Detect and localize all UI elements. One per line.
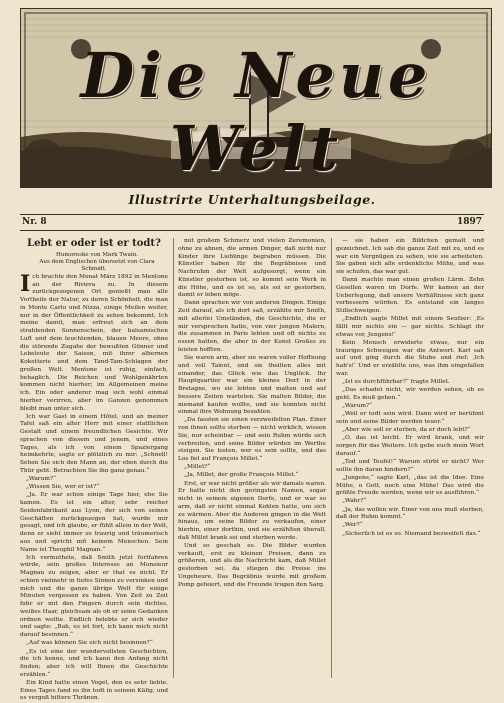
text-column-2 — [178, 238, 326, 682]
issue-year: 1897 — [456, 217, 482, 227]
paragraph: „Jungens,“ sagte Karl, „das ist die Idee. Eine Mühe, o Gott, noch eine Mühe! Das wird die größte Freude werden, wenn wir es ausführen.“ — [336, 474, 484, 497]
paragraph: „Sicherlich ist es so. Niemand bezweifelt das.“ — [342, 530, 481, 537]
column-divider — [331, 238, 332, 678]
paragraph: Kein Mensch erwiderte etwas, nur ein trauriges Schweigen war die Antwort. Karl sah auf und ging durch die Stube und rief: ‚Ich hab's!‘ Und er erzählte uns, was ihm eingefallen war. — [336, 339, 484, 377]
paragraph — [20, 270, 168, 414]
col2-paragraphs — [178, 238, 326, 589]
paragraph: Sie waren arm, aber sie waren voller Hoffnung und voll Talent, und sie theilten alles mit einander, das Glück wie das Unglück. Ihr Hauptquartier war ein kleines Dorf in der Bretagne, wo sie lebten und malten und auf bessere Zeiten warteten. Sie malten Bilder, die niemand kaufen wollte, und sie konnten nicht einmal ihre Wohnung bezahlen. — [178, 355, 326, 416]
paragraph: „Es ist eine der wundervollsten Geschichten, die ich kenne, und ich kann den Anfang nicht finden; aber ich will Ihnen die Geschichte erzählen.“ — [20, 648, 168, 678]
paragraph: Dann machte man einen großen Lärm. Zehn Gesellen waren im Dorfe. Wir kamen an der Ueberlegung, daß unsere Verhältnisse sich ganz verbessern würden. Es entstand ein langes Stillschweigen. — [336, 277, 484, 315]
col1-paragraphs — [20, 414, 168, 703]
paragraph: Erst, er war nicht größer als wir damals waren. Er hatte nicht den geringsten Namen, sogar nicht in seinem eigenen Dorfe, und er war so arm, daß er nicht einmal Kohlen hatte, um sich zu wärmen. Aber die Anderen gingen in die Welt hinaus, um seine Bilder zu verkaufen, einer hierhin, einer dorthin, und sie erzählten überall, daß Millet krank sei und sterben werde. — [178, 480, 326, 541]
article-byline: Humoreske von Mark Twain. — [55, 252, 139, 258]
paragraph: „Das schadet nicht, wir werden sehen, ob es geht. Es muß gehen.“ — [336, 387, 484, 401]
paragraph: „Endlich sagte Millet mit einem Seufzer: ‚Es fällt mir nichts ein — gar nichts. Schlagt ihr etwas vor, Jungens!‘ — [336, 316, 484, 338]
paragraph-text: ch brachte den Monat März 1892 in Mentone an der Riviera zu. In diesem zurückgezogenen Ort genießt man alle Vortheile der Natur, zu deren Schönheit, die man in Monte Carlo und Nizza, einige Meilen weiter, nur in der Öffentlichkeit zu sehen bekommt. Ich meine damit, man erfreut sich an dem strahlenden Sonnenschein, der balsamischen Luft und dem leuchtenden, blauen Meere, ohne die störende Zugabe der bewußten Gönner und Lebeleute der Saison, mit ihrer albernen Koketterie und dem Tand-Tam-Schlagen der großen Welt. Mentone ist ruhig, einfach, behaglich. Die Reichen und Wohlgenährten kommen nicht hierher; im Allgemeinen meine ich. Ein oder anderer mag sich wohl einmal hierher verirren, aber im Ganzen genommen bleibt man unter sich. — [20, 273, 168, 412]
masthead-title: Die Neue Welt — [80, 39, 432, 185]
rule-top — [20, 214, 484, 215]
col3-paragraphs — [336, 238, 484, 538]
paragraph: „O, das ist leicht. Er wird krank, und wir sorgen für das Weitere. Ich gebe euch mein Wort darauf.“ — [336, 435, 484, 457]
masthead-subtitle: Illustrirte Unterhaltungsbeilage. — [128, 192, 376, 207]
text-column-1 — [20, 238, 168, 702]
masthead-illustration — [20, 8, 492, 188]
paragraph: Ich war Gast in einem Hôtel, und an meiner Tafel saß ein alter Herr mit einer stattlichen Gestalt und einem freundlichen Gesichte. Wir sprachen von diesem und jenem, und eines Tages, als ich von einem Spaziergang heimkehrte, sagte er plötzlich zu mir: „Schnell! Sehen Sie sich den Mann an, der eben durch die Thür geht. Betrachten Sie ihn ganz genau.“ — [20, 413, 168, 474]
paragraph: mit großem Schmerz und vielen Zeremonien, ohne zu ahnen, die armen Dinger, daß nicht nur Kinder ihre Lieblinge begraben müssen. Die Künstler haben für die Begräbnisse und Nachruhm der Welt aufgesorgt, wenn ein Künstler gestorben ist, so kommt sein Werk in die Höhe, und es ist so, als sei er gestorben, damit er leben möge. — [178, 238, 326, 299]
paragraph: „Da fassten sie einen verzweifelten Plan. Einer von ihnen sollte sterben — nicht wirklich, wissen Sie, nur scheinbar — und sein Ruhm würde sich verbreiten, und seine Bilder würden im Werthe steigen. Sie losten, wer es sein sollte, und das Los fiel auf François Millet.“ — [178, 417, 326, 463]
paragraph: Ich vermuthete, daß Smith jetzt fortfahren würde, sein großes Interesse an Monsieur Magnan zu zeigen, aber er that es nicht. Er schien vielmehr in tiefes Sinnen zu versinken und mich und die ganze übrige Welt für einige Minuten vergessen zu haben. Von Zeit zu Zeit fuhr er mit den Fingern durch sein dichtes, weißes Haar, gleichsam als ob er seine Gedanken ordnen wollte. Endlich belebte er sich wieder und sagte: „Bah, es ist fort, ich kann mich nicht darauf besinnen.“ — [20, 554, 168, 639]
paragraph: „Ja, Millet, der große François Millet.“ — [184, 472, 299, 479]
paragraph: „Warum?“ — [342, 403, 373, 410]
column-divider — [173, 238, 174, 678]
text-column-3 — [336, 238, 484, 682]
paragraph: „Wer?“ — [342, 522, 363, 529]
paragraph: „Auf was können Sie sich nicht besinnen?“ — [26, 640, 153, 647]
paragraph: „Ja, das wollen wir. Einer von uns muß sterben, daß der Ruhm kommt.“ — [336, 506, 484, 521]
paragraph: „Aber wie soll er sterben, da er doch lebt?“ — [342, 427, 471, 434]
paragraph: „Tod und Teufel!“ Warum stirbt er nicht? Wer sollte ihn daran hindern?“ — [336, 458, 484, 473]
paragraph: „Millet?“ — [184, 464, 211, 471]
paragraph: Und so geschah es. Die Bilder wurden verkauft, erst zu kleinen Preisen, dann zu größeren, und als die Nachricht kam, daß Millet gestorben sei, da stiegen die Preise ins Ungeheure. Das Begräbnis wurde mit großem Pomp gefeiert, und die Freunde trugen den Sarg. — [178, 542, 326, 588]
paragraph: „Ist es durchführbar?“ fragte Millet. — [342, 379, 450, 386]
paragraph: „Wissen Sie, wer er ist?“ — [26, 484, 100, 491]
paragraph: Dann sprachen wir von anderen Dingen. Einige Zeit darauf, als ich dort saß, erzählte mir Smith, mit allerlei Umständen, die Geschichte, die er mir versprochen hatte, von vier jungen Malern, die zusammen in Paris lebten und oft nichts zu essen hatten, die aber in der Kunst Großes zu leisten hofften. — [178, 300, 326, 353]
paragraph: „Warum?“ — [26, 476, 57, 483]
paragraph: „Weil er todt sein wird. Dann wird er berühmt sein und seine Bilder werden teuer.“ — [336, 411, 484, 425]
article-title: Lebt er oder ist er todt? — [27, 238, 161, 249]
drop-cap: I — [20, 270, 31, 297]
article-translator: Aus dem Englischen übersetzt von Clara Schmidt. — [39, 259, 155, 273]
paragraph: „Ja. Er war schon einige Tage hier, ehe Sie kamen. Es ist ein alter, sehr reicher Seidenfabrikant aus Lyon, der sich von seinen Geschäften zurückgezogen hat, wurde mir gesagt, und ich glaube, er fühlt allein in der Welt, denn er sieht immer so traurig und träumerisch aus und spricht mit keinem Menschen. Sein Name ist Theophil Magnan.“ — [20, 492, 168, 553]
issue-number: Nr. 8 — [22, 217, 47, 227]
paragraph: Ein Kind hatte einen Vogel, den es sehr liebte. Eines Tages fand es ihn todt in seinem Käfig, und es vergoß bittere Thränen. — [20, 679, 168, 702]
rule-bottom — [20, 230, 484, 231]
paragraph: „Wahr?“ — [342, 498, 367, 505]
paragraph: — sie haben ein Bildchen gemalt und gezeichnet. Ich sah die ganze Zeit mit zu, und es war ein Vergnügen zu sehen, wie sie arbeiteten. Sie gaben sich alle erdenkliche Mühe, und was sie schufen, das war gut. — [336, 238, 484, 275]
